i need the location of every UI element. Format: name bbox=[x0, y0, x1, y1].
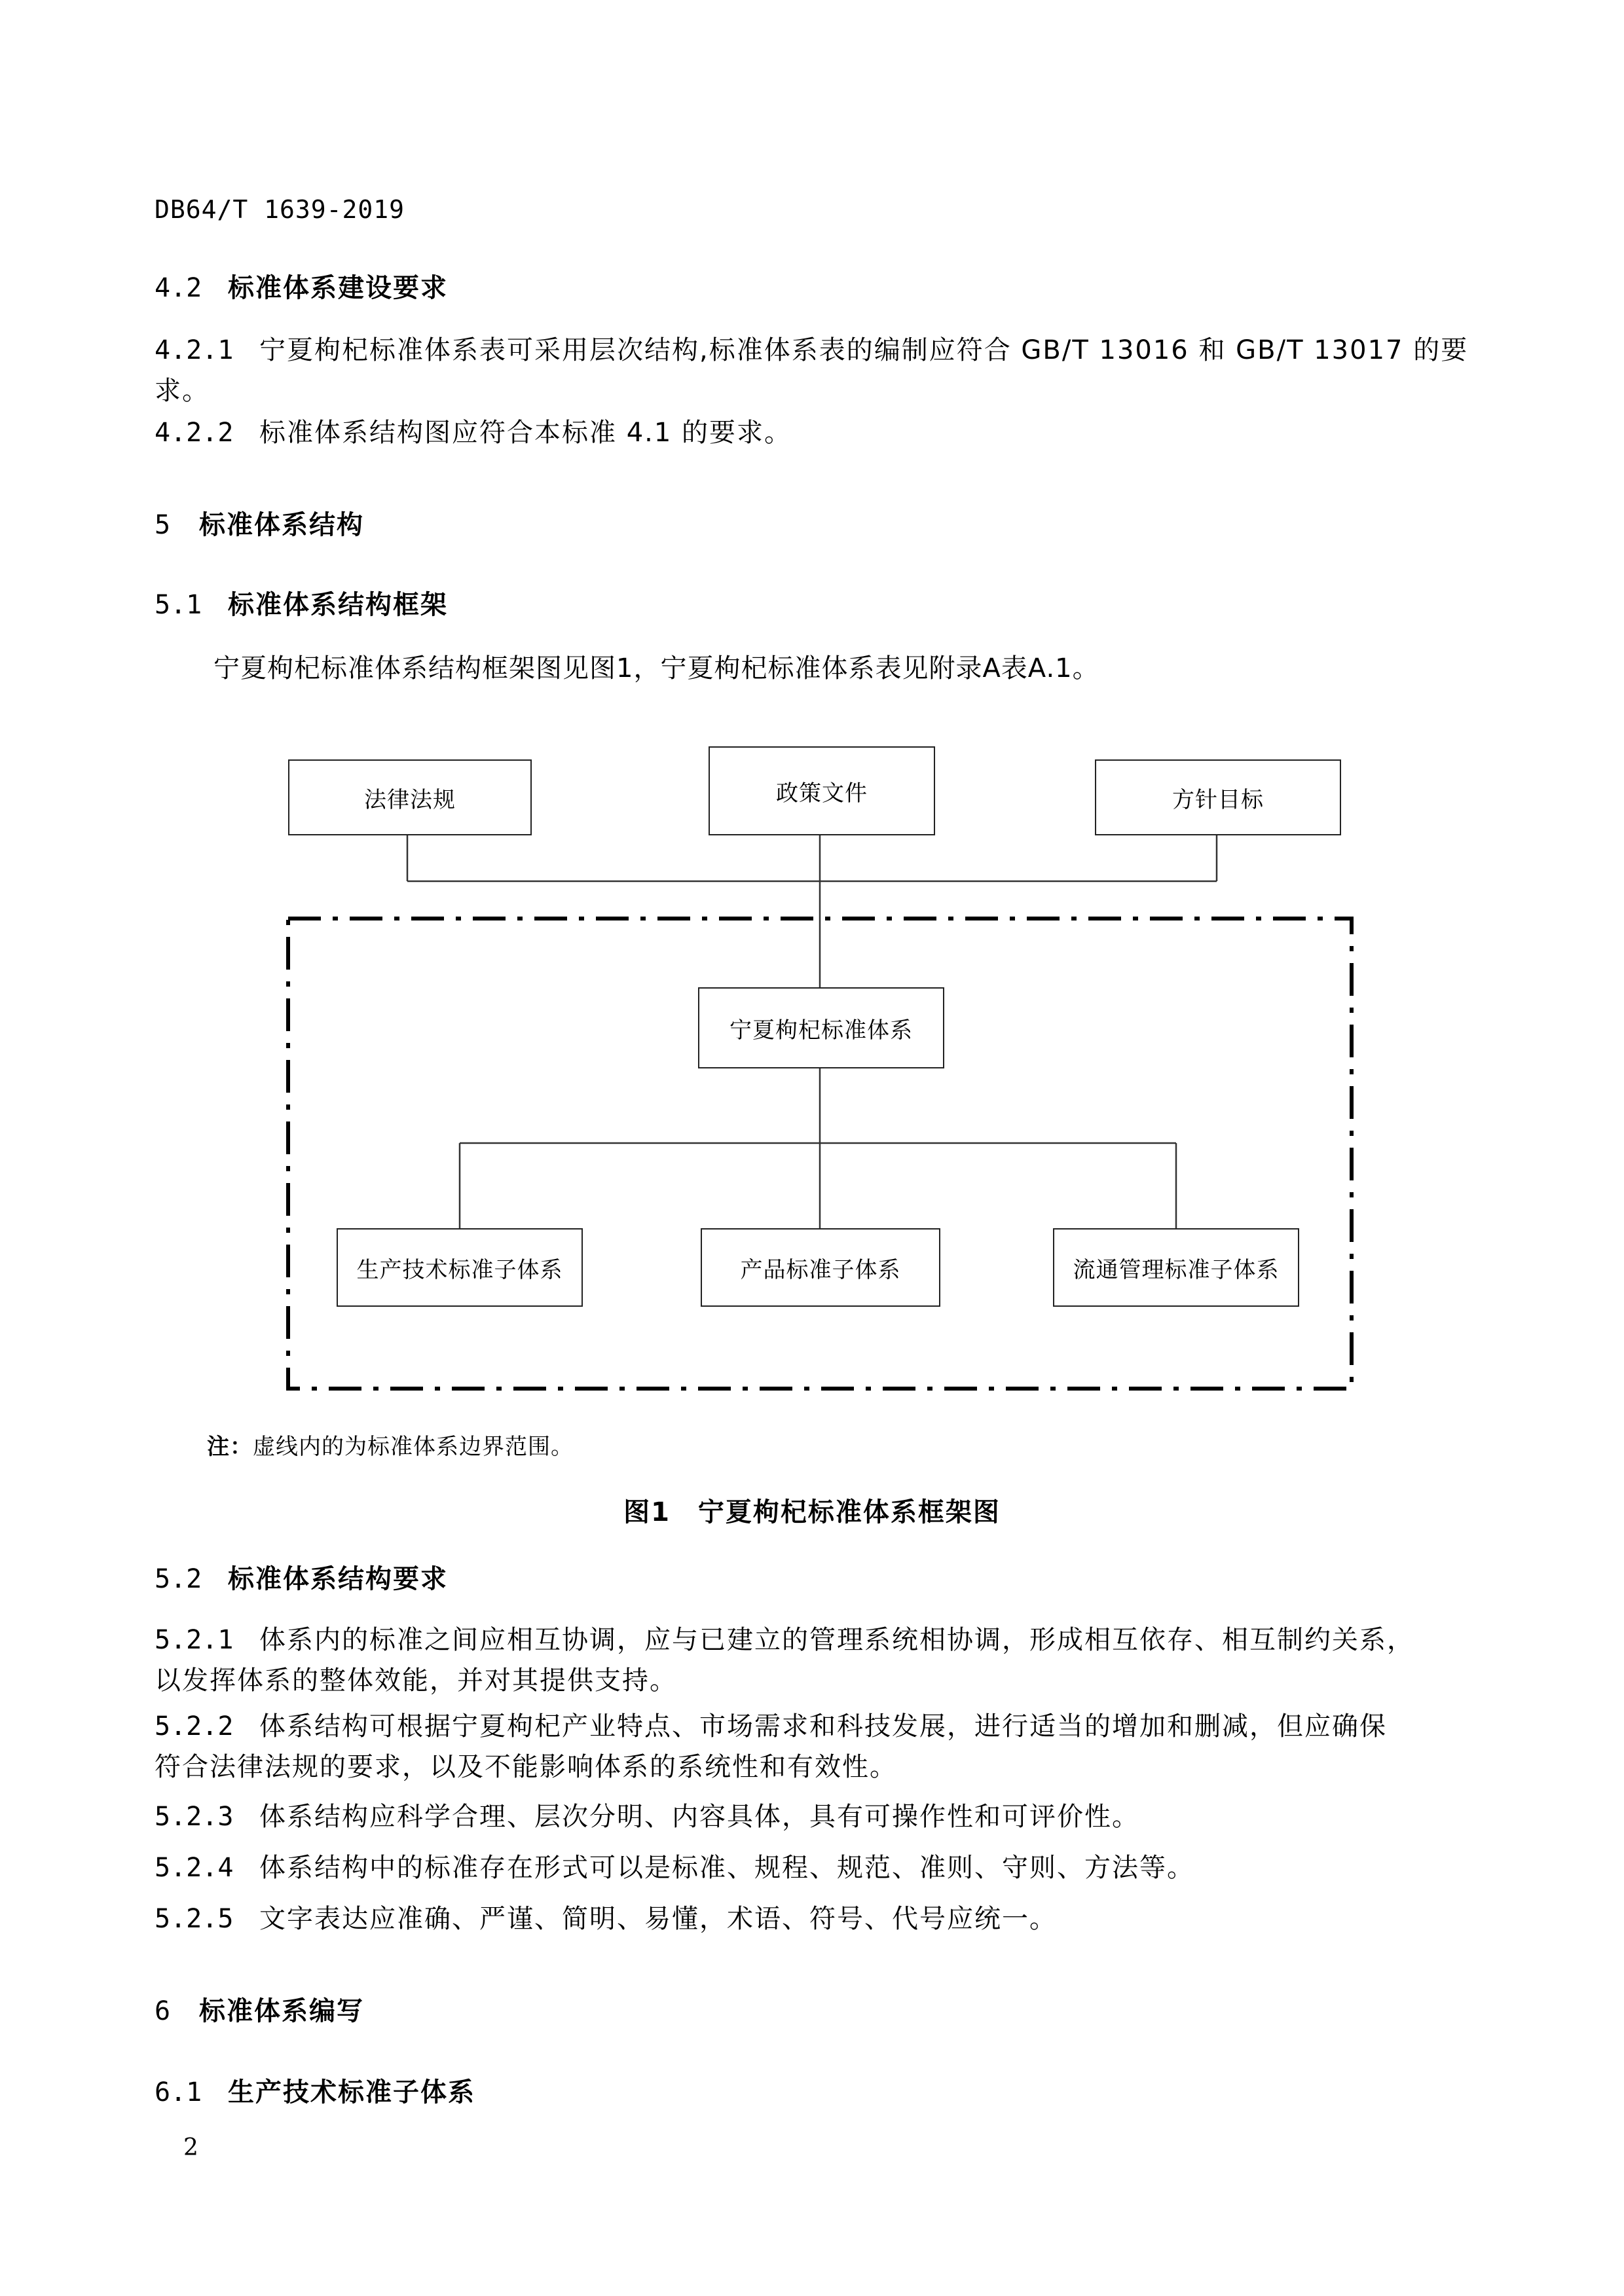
heading-title: 标准体系结构 bbox=[199, 510, 364, 540]
box-standard-system: 宁夏枸杞标准体系 bbox=[698, 987, 944, 1068]
box-product-subsystem: 产品标准子体系 bbox=[701, 1228, 940, 1307]
heading-number: 5.1 bbox=[155, 590, 202, 620]
clause-text: 体系结构中的标准存在形式可以是标准、规程、规范、准则、守则、方法等。 bbox=[259, 1853, 1194, 1883]
heading-number: 5 bbox=[155, 510, 171, 540]
page-number: 2 bbox=[183, 2134, 198, 2161]
section-5-1-text: 宁夏枸杞标准体系结构框架图见图1，宁夏枸杞标准体系表见附录A表A.1。 bbox=[213, 653, 1099, 683]
heading-number: 5.2 bbox=[155, 1564, 202, 1594]
clause-number: 5.2.2 bbox=[155, 1711, 234, 1741]
clause-number: 5.2.1 bbox=[155, 1625, 234, 1655]
document-code: DB64/T 1639-2019 bbox=[155, 195, 405, 224]
clause-text: 标准体系结构图应符合本标准 4.1 的要求。 bbox=[259, 418, 792, 448]
diagram-note bbox=[207, 1429, 574, 1461]
heading-number: 6.1 bbox=[155, 2077, 202, 2107]
clause-text: 宁夏枸杞标准体系表可采用层次结构,标准体系表的编制应符合 GB/T 13016 和 GB/T 13017 的要 bbox=[259, 335, 1469, 365]
box-circulation-management-subsystem: 流通管理标准子体系 bbox=[1053, 1228, 1299, 1307]
heading-number: 6 bbox=[155, 1996, 171, 2026]
figure-caption: 图1 宁夏枸杞标准体系框架图 bbox=[623, 1497, 1001, 1527]
clause-number: 5.2.4 bbox=[155, 1853, 234, 1883]
clause-text: 体系结构应科学合理、层次分明、内容具体，具有可操作性和可评价性。 bbox=[259, 1802, 1139, 1832]
clause-5-2-5 bbox=[155, 1899, 1057, 1939]
heading-6 bbox=[155, 1990, 364, 2028]
clause-text: 体系结构可根据宁夏枸杞产业特点、市场需求和科技发展，进行适当的增加和删减，但应确保 bbox=[259, 1711, 1387, 1741]
clause-number: 5.2.3 bbox=[155, 1802, 234, 1832]
heading-title: 标准体系建设要求 bbox=[228, 273, 448, 303]
clause-text-continued: 符合法律法规的要求，以及不能影响体系的系统性和有效性。 bbox=[155, 1752, 897, 1782]
heading-title: 标准体系编写 bbox=[199, 1996, 364, 2026]
heading-title: 生产技术标准子体系 bbox=[228, 2077, 475, 2107]
box-guidelines-goals: 方针目标 bbox=[1095, 759, 1341, 835]
clause-text: 文字表达应准确、严谨、简明、易懂，术语、符号、代号应统一。 bbox=[259, 1904, 1057, 1934]
clause-text: 体系内的标准之间应相互协调，应与已建立的管理系统相协调，形成相互依存、相互制约关系， bbox=[259, 1625, 1414, 1655]
heading-5-2 bbox=[155, 1558, 448, 1595]
clause-5-2-1 bbox=[155, 1620, 1414, 1701]
clause-number: 5.2.5 bbox=[155, 1904, 234, 1934]
note-text: 虚线内的为标准体系边界范围。 bbox=[253, 1434, 574, 1460]
clause-number: 4.2.2 bbox=[155, 418, 234, 448]
heading-number: 4.2 bbox=[155, 273, 202, 303]
heading-title: 标准体系结构框架 bbox=[228, 590, 448, 620]
box-laws-regulations: 法律法规 bbox=[288, 759, 532, 835]
clause-5-2-3 bbox=[155, 1796, 1139, 1837]
box-policy-documents: 政策文件 bbox=[709, 746, 935, 835]
clause-text-continued: 求。 bbox=[155, 376, 210, 406]
clause-5-2-2 bbox=[155, 1706, 1387, 1787]
clause-number: 4.2.1 bbox=[155, 335, 234, 365]
clause-text-continued: 以发挥体系的整体效能，并对其提供支持。 bbox=[155, 1666, 677, 1696]
note-label: 注： bbox=[207, 1434, 253, 1460]
clause-5-2-4 bbox=[155, 1848, 1194, 1888]
heading-6-1 bbox=[155, 2071, 475, 2109]
heading-title: 标准体系结构要求 bbox=[228, 1564, 448, 1594]
box-production-tech-subsystem: 生产技术标准子体系 bbox=[337, 1228, 583, 1307]
